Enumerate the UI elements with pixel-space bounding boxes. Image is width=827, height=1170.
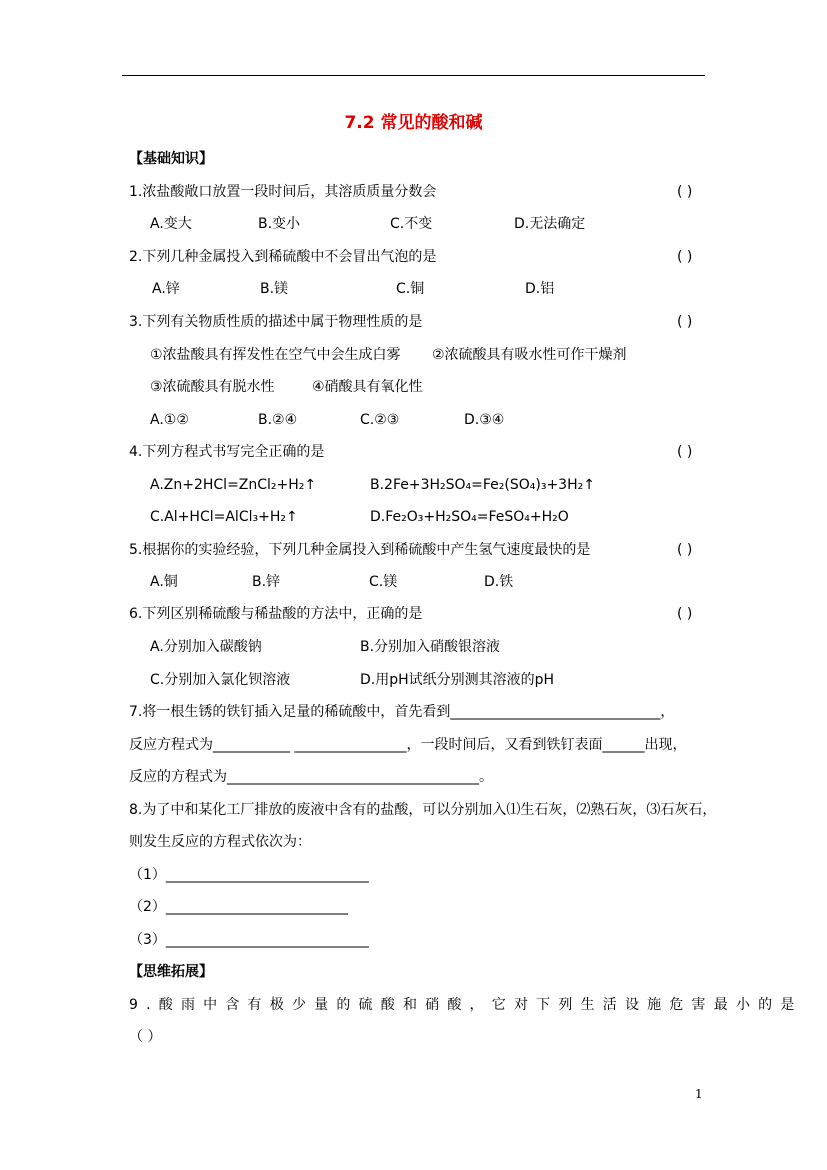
question-1-option-c: C.不变	[390, 216, 433, 232]
question-5-option-d: D.铁	[484, 574, 514, 590]
page-title: 7.2 常见的酸和碱	[344, 113, 483, 133]
question-9-line-1: 9.酸雨中含有极少量的硫酸和硝酸，它对下列生活设施危害最小的是	[129, 997, 803, 1013]
question-3-option-d: D.③④	[464, 412, 505, 428]
question-7-line-1: 7.将一根生锈的铁钉插入足量的稀硫酸中，首先看到______________________________，	[129, 704, 675, 720]
question-5-option-a: A.铜	[150, 574, 178, 590]
question-8-line-2: 则发生反应的方程式依次为：	[129, 834, 311, 850]
question-8-blank-1: （1）_____________________________	[129, 867, 369, 883]
question-2-option-b: B.镁	[260, 281, 289, 297]
question-5-answer-paren: ( )	[677, 542, 693, 558]
question-2-option-c: C.铜	[396, 281, 425, 297]
question-4-option-c: C.Al+HCl=AlCl₃+H₂↑	[150, 509, 298, 525]
question-6-option-d: D.用pH试纸分别测其溶液的pH	[360, 672, 555, 688]
question-8-line-1: 8.为了中和某化工厂排放的废液中含有的盐酸，可以分别加入⑴生石灰，⑵熟石灰，⑶石灰石，	[129, 802, 717, 818]
question-3-statement-1: ①浓盐酸具有挥发性在空气中会生成白雾	[150, 347, 401, 363]
section-extension-heading: 【思维拓展】	[129, 964, 213, 980]
question-1-option-a: A.变大	[150, 216, 192, 232]
question-3-option-c: C.②③	[360, 412, 400, 428]
question-7-line-3: 反应的方程式为____________________________________。	[129, 769, 493, 785]
question-4-stem: 4.下列方程式书写完全正确的是	[129, 444, 325, 460]
question-1-answer-paren: ( )	[677, 184, 693, 200]
question-2-option-d: D.铝	[525, 281, 555, 297]
question-4-option-b: B.2Fe+3H₂SO₄=Fe₂(SO₄)₃+3H₂↑	[370, 477, 595, 493]
question-2-answer-paren: ( )	[677, 249, 693, 265]
question-3-stem: 3.下列有关物质性质的描述中属于物理性质的是	[129, 314, 423, 330]
question-1-option-d: D.无法确定	[514, 216, 586, 232]
question-5-option-b: B.锌	[252, 574, 281, 590]
question-2-option-a: A.锌	[152, 281, 180, 297]
section-basic-heading: 【基础知识】	[129, 151, 213, 167]
question-2-stem: 2.下列几种金属投入到稀硫酸中不会冒出气泡的是	[129, 249, 437, 265]
question-7-line-2: 反应方程式为___________ ________________，一段时间后，又看到铁钉表面______出现，	[129, 737, 687, 753]
question-1-stem: 1.浓盐酸敞口放置一段时间后，其溶质质量分数会	[129, 184, 437, 200]
question-6-answer-paren: ( )	[677, 606, 693, 622]
question-5-option-c: C.镁	[369, 574, 398, 590]
question-6-stem: 6.下列区别稀硫酸与稀盐酸的方法中，正确的是	[129, 606, 423, 622]
question-9-answer-paren: （ ）	[129, 1029, 162, 1045]
page-number: 1	[695, 1087, 703, 1101]
question-3-statement-3: ③浓硫酸具有脱水性	[150, 379, 275, 395]
question-1-option-b: B.变小	[258, 216, 301, 232]
question-6-option-b: B.分别加入硝酸银溶液	[360, 639, 501, 655]
question-6-option-c: C.分别加入氯化钡溶液	[150, 672, 291, 688]
question-4-option-a: A.Zn+2HCl=ZnCl₂+H₂↑	[150, 477, 317, 493]
question-5-stem: 5.根据你的实验经验，下列几种金属投入到稀硫酸中产生氢气速度最快的是	[129, 542, 591, 558]
question-4-option-d: D.Fe₂O₃+H₂SO₄=FeSO₄+H₂O	[370, 509, 569, 525]
question-3-option-a: A.①②	[150, 412, 189, 428]
header-rule	[122, 75, 705, 76]
question-8-blank-3: （3）_____________________________	[129, 932, 369, 948]
question-3-option-b: B.②④	[258, 412, 298, 428]
question-4-answer-paren: ( )	[677, 444, 693, 460]
question-3-answer-paren: ( )	[677, 314, 693, 330]
question-3-statement-2: ②浓硫酸具有吸水性可作干燥剂	[432, 347, 627, 363]
question-3-statement-4: ④硝酸具有氧化性	[312, 379, 423, 395]
question-8-blank-2: （2）__________________________	[129, 899, 348, 915]
question-6-option-a: A.分别加入碳酸钠	[150, 639, 262, 655]
